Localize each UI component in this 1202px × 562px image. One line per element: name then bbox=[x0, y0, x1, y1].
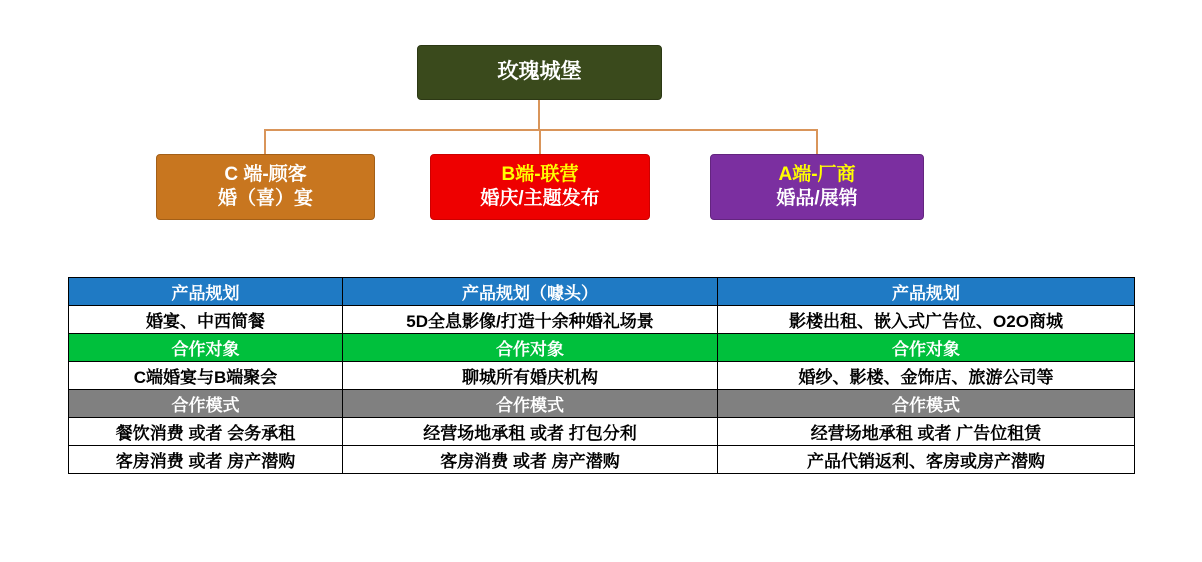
org-node-root-label: 玫瑰城堡 bbox=[497, 60, 582, 84]
org-node-c-title: C 端-顾客 bbox=[224, 164, 307, 186]
table-row bbox=[69, 390, 1135, 418]
table-row bbox=[69, 446, 1135, 474]
plan-table-body bbox=[69, 278, 1135, 474]
table-cell: 合作模式 bbox=[718, 390, 1135, 418]
table-cell: 5D全息影像/打造十余种婚礼场景 bbox=[343, 306, 718, 334]
org-node-b-joint[interactable] bbox=[430, 154, 650, 220]
table-cell: 合作模式 bbox=[343, 390, 718, 418]
table-row bbox=[69, 362, 1135, 390]
org-node-a-subtitle: 婚品/展销 bbox=[776, 188, 858, 209]
org-node-c-customer[interactable] bbox=[156, 154, 375, 220]
org-node-b-title: B端-联营 bbox=[501, 164, 579, 186]
table-row bbox=[69, 334, 1135, 362]
table-cell: 客房消费 或者 房产潜购 bbox=[343, 446, 718, 474]
org-chart bbox=[0, 0, 1202, 255]
table-cell: 合作对象 bbox=[343, 334, 718, 362]
table-cell: 婚纱、影楼、金饰店、旅游公司等 bbox=[718, 362, 1135, 390]
table-cell: 婚宴、中西简餐 bbox=[69, 306, 343, 334]
org-node-a-vendor[interactable] bbox=[710, 154, 924, 220]
table-row bbox=[69, 418, 1135, 446]
org-node-a-title: A端-厂商 bbox=[778, 164, 856, 186]
table-cell: 产品规划 bbox=[69, 278, 343, 306]
connector-branch-b bbox=[539, 129, 541, 154]
plan-table bbox=[68, 277, 1135, 474]
table-cell: C端婚宴与B端聚会 bbox=[69, 362, 343, 390]
connector-branch-a bbox=[816, 129, 818, 154]
table-cell: 经营场地承租 或者 打包分利 bbox=[343, 418, 718, 446]
table-row bbox=[69, 306, 1135, 334]
table-cell: 产品规划（噱头） bbox=[343, 278, 718, 306]
org-node-c-subtitle: 婚（喜）宴 bbox=[217, 188, 313, 209]
connector-root-stem bbox=[538, 100, 540, 130]
table-cell: 经营场地承租 或者 广告位租赁 bbox=[718, 418, 1135, 446]
org-node-root[interactable] bbox=[417, 45, 662, 100]
connector-branch-c bbox=[264, 129, 266, 154]
table-cell: 聊城所有婚庆机构 bbox=[343, 362, 718, 390]
table-cell: 合作对象 bbox=[718, 334, 1135, 362]
table-cell: 产品规划 bbox=[718, 278, 1135, 306]
table-cell: 合作对象 bbox=[69, 334, 343, 362]
table-cell: 产品代销返利、客房或房产潜购 bbox=[718, 446, 1135, 474]
org-node-b-subtitle: 婚庆/主题发布 bbox=[480, 188, 600, 209]
table-cell: 客房消费 或者 房产潜购 bbox=[69, 446, 343, 474]
table-cell: 合作模式 bbox=[69, 390, 343, 418]
table-cell: 影楼出租、嵌入式广告位、O2O商城 bbox=[718, 306, 1135, 334]
table-cell: 餐饮消费 或者 会务承租 bbox=[69, 418, 343, 446]
table-row bbox=[69, 278, 1135, 306]
